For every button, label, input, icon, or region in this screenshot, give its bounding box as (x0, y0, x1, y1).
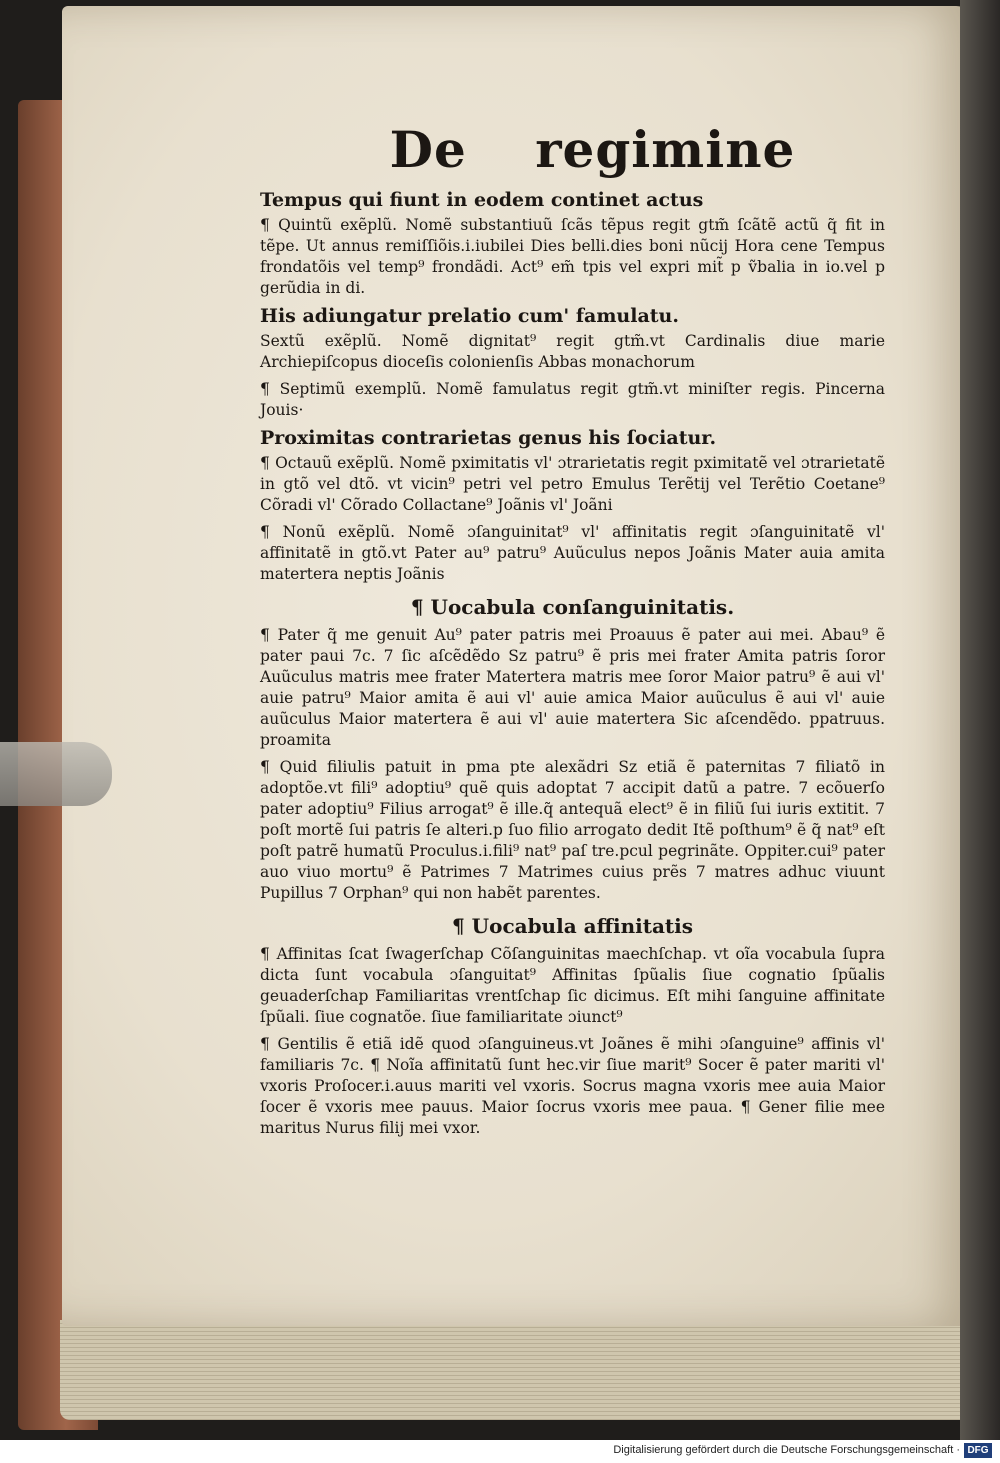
page-text (260, 110, 885, 1145)
verse-line: Proximitas contrarietas genus his ſociatur. (260, 427, 717, 449)
verse-line: Tempus qui fiunt in eodem continet actus (260, 189, 704, 211)
page-clip (0, 742, 112, 806)
page-stack (60, 1320, 990, 1420)
paragraph: ¶ Quid filiulis patuit in pma pte alexãdri Sz etiã ẽ paternitas 7 filiatõ in adoptõe.vt fili⁹ adoptiu⁹ quẽ quis adoptat 7 accipit datũ a patre. 7 ecõuerſo pater adoptiu⁹ Filius arrogat⁹ ẽ ille.q̃ antequã elect⁹ ẽ in filiũ ſui iuris extitit. 7 poſt mortẽ ſui patris ſe alteri.p ſuo filio arrogato dedit Itẽ poſthum⁹ ẽ q̃ nat⁹ eſt poſt patrẽ humatũ Proculus.i.fili⁹ nat⁹ paſ tre.pcul pegrinãte. Oppiter.cui⁹ pater auo viuo mortu⁹ ẽ Patrimes 7 Matrimes cuius prẽs 7 matres adhuc viuunt Pupillus 7 Orphan⁹ qui non habẽt parentes. (260, 758, 885, 902)
paragraph: ¶ Gentilis ẽ etiã idẽ quod ɔſanguineus.vt Joãnes ẽ mihi ɔſanguine⁹ affinis vl' familiaris 7c. ¶ Noĩa affinitatũ ſunt hec.vir ſiue marit⁹ Socer ẽ pater mariti vl' vxoris Proſocer.i.auus mariti vel vxoris. Socrus magna vxoris mee auia Maior ſocer ẽ vxoris mee pauus. Maior ſocrus vxoris mee paua. ¶ Gener filie mee maritus Nurus filij mei vxor. (260, 1035, 885, 1137)
footer-bar (0, 1440, 1000, 1463)
section-heading: ¶ Uocabula affinitatis (451, 914, 694, 938)
paragraph: ¶ Pater q̃ me genuit Au⁹ pater patris mei Proauus ẽ pater aui mei. Abau⁹ ẽ pater paui 7c. 7 ſic aſcẽdẽdo Sz patru⁹ ẽ pris mei frater Amita patris ſoror Auũculus matris mee frater Matertera matris mee ſoror Maior patru⁹ ẽ aui vl' auie patru⁹ Maior amita ẽ aui vl' auie amica Maior auũculus ẽ aui vl' auie auũculus Maior matertera ẽ aui vl' auie matertera Sic aſcendẽdo. ppatruus. proamita (260, 626, 885, 749)
verse-line: His adiungatur prelatio cum' famulatu. (260, 305, 679, 327)
paragraph: ¶ Nonũ exẽplũ. Nomẽ ɔſanguinitat⁹ vl' affinitatis regit ɔſanguinitatẽ vl' affinitatẽ in gtõ.vt Pater au⁹ patru⁹ Auũculus nepos Joãnis Mater auia amita matertera neptis Joãnis (260, 523, 885, 583)
dfg-logo: DFG (964, 1443, 992, 1458)
page-title: De regimine (389, 120, 796, 179)
footer-text: Digitalisierung gefördert durch die Deutsche Forschungsgemeinschaft · (613, 1444, 960, 1456)
paragraph: ¶ Octauũ exẽplũ. Nomẽ pximitatis vl' ɔtrarietatis regit pximitatẽ vel ɔtrarietatẽ in gtõ vel dtõ. vt vicin⁹ petri vel petro Emulus Terẽtij vel Terẽtio Coetane⁹ Cõradi vl' Cõrado Collactane⁹ Joãnis vl' Joãni (260, 454, 885, 514)
paragraph: ¶ Affinitas ſcat ſwagerſchap Cõſanguinitas maechſchap. vt oĩa vocabula ſupra dicta ſunt vocabula ɔſanguitat⁹ Affinitas ſpũalis ſiue cognatio ſpũalis geuaderſchap Familiaritas vrentſchap ſic dicimus. Eſt mihi ſanguine affinitate ſpũali. ſiue cognatõe. ſiue familiaritate ɔiunct⁹ (260, 945, 885, 1026)
paragraph: Sextũ exẽplũ. Nomẽ dignitat⁹ regit gtm̃.vt Cardinalis diue marie Archiepiſcopus dioceſis colonienſis Abbas monachorum (260, 332, 885, 371)
paragraph: ¶ Septimũ exemplũ. Nomẽ famulatus regit gtm̃.vt miniſter regis. Pincerna Jouis· (260, 380, 885, 419)
paragraph: ¶ Quintũ exẽplũ. Nomẽ substantiuũ ſcãs tẽpus regit gtm̃ ſcãtẽ actũ q̃ fit in tẽpe. Ut annus remiſſiõis.i.iubilei Dies belli.dies boni nũcij Hora cene Tempus frondatõis vel temp⁹ frondãdi. Act⁹ em̃ tpis vel expri mit̃ p ṽbalia in io.vel p gerũdia in di. (260, 216, 885, 297)
section-heading: ¶ Uocabula conſanguinitatis. (410, 595, 735, 619)
book-gutter (960, 0, 1000, 1440)
